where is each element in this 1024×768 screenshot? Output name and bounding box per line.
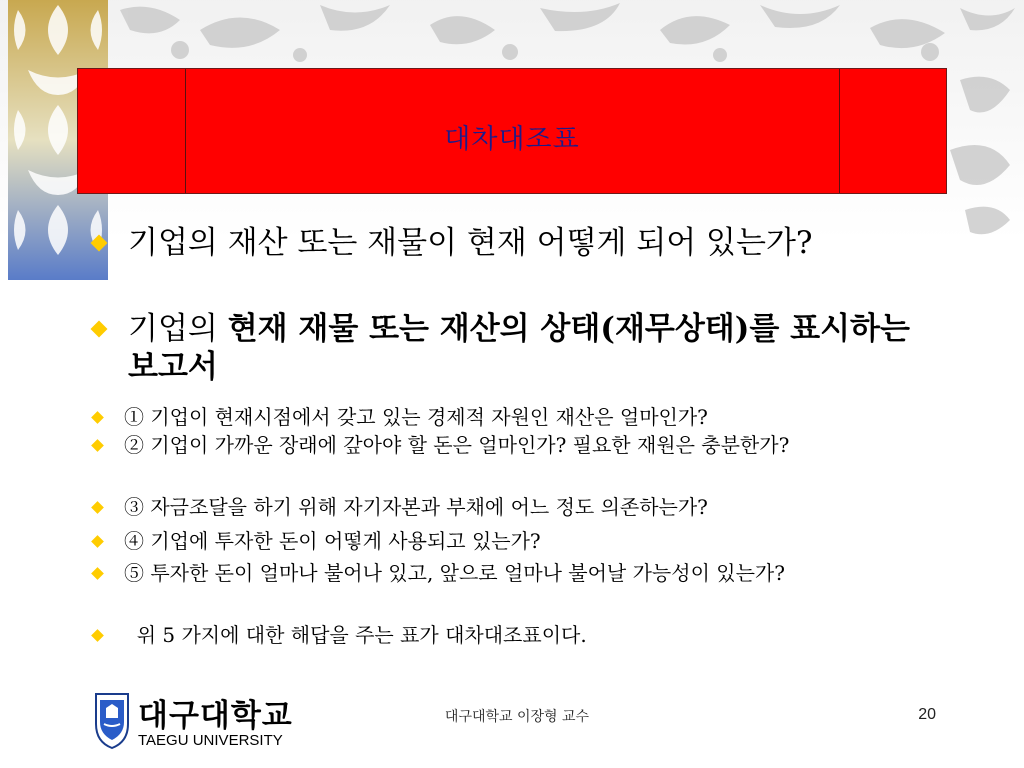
diamond-bullet-icon [91, 567, 104, 580]
diamond-bullet-icon [91, 411, 104, 424]
main-bullet-text [128, 310, 928, 386]
sub-bullet [88, 432, 948, 494]
title-band [77, 68, 947, 194]
sub-bullet [88, 560, 948, 622]
diamond-bullet-icon [91, 321, 108, 338]
main-bullet-prefix: 기업의 [128, 311, 228, 347]
footer-presenter: 대구대학교 이장형 교수 [444, 709, 590, 725]
main-bullet [88, 310, 948, 404]
logo-english-text: TAEGU UNIVERSITY [138, 732, 283, 749]
diamond-bullet-icon [91, 439, 104, 452]
diamond-bullet-icon [91, 535, 104, 548]
slide-title: 대차대조표 [444, 124, 580, 155]
sub-bullet-text: ⑤ 투자한 돈이 얼마나 불어나 있고, 앞으로 얼마나 불어날 가능성이 있는가? [124, 561, 785, 585]
sub-bullet-text: ④ 기업에 투자한 돈이 어떻게 사용되고 있는가? [124, 529, 541, 553]
slide-content [88, 224, 948, 652]
diamond-bullet-icon [91, 501, 104, 514]
page-number: 20 [918, 706, 936, 723]
sub-bullet-text: 위 5 가지에 대한 해답을 주는 표가 대차대조표이다. [124, 623, 587, 647]
sub-bullet [88, 528, 948, 560]
sub-bullet [88, 404, 948, 432]
sub-bullet-text: ③ 자금조달을 하기 위해 자기자본과 부채에 어느 정도 의존하는가? [124, 495, 708, 519]
sub-bullet [88, 494, 948, 528]
diamond-bullet-icon [91, 629, 104, 642]
diamond-bullet-icon [91, 235, 108, 252]
sub-bullet-text: ② 기업이 가까운 장래에 갚아야 할 돈은 얼마인가? 필요한 재원은 충분한가? [124, 433, 790, 457]
sub-bullet-text: ① 기업이 현재시점에서 갖고 있는 경제적 자원인 재산은 얼마인가? [124, 405, 708, 429]
logo-korean-text: 대구대학교 [138, 698, 293, 734]
main-bullet-text: 기업의 재산 또는 재물이 현재 어떻게 되어 있는가? [128, 225, 813, 261]
main-bullet [88, 224, 948, 310]
main-bullet-bold: 현재 재물 또는 재산의 상태(재무상태)를 표시하는 보고서 [128, 311, 910, 385]
sub-bullet [88, 622, 948, 652]
